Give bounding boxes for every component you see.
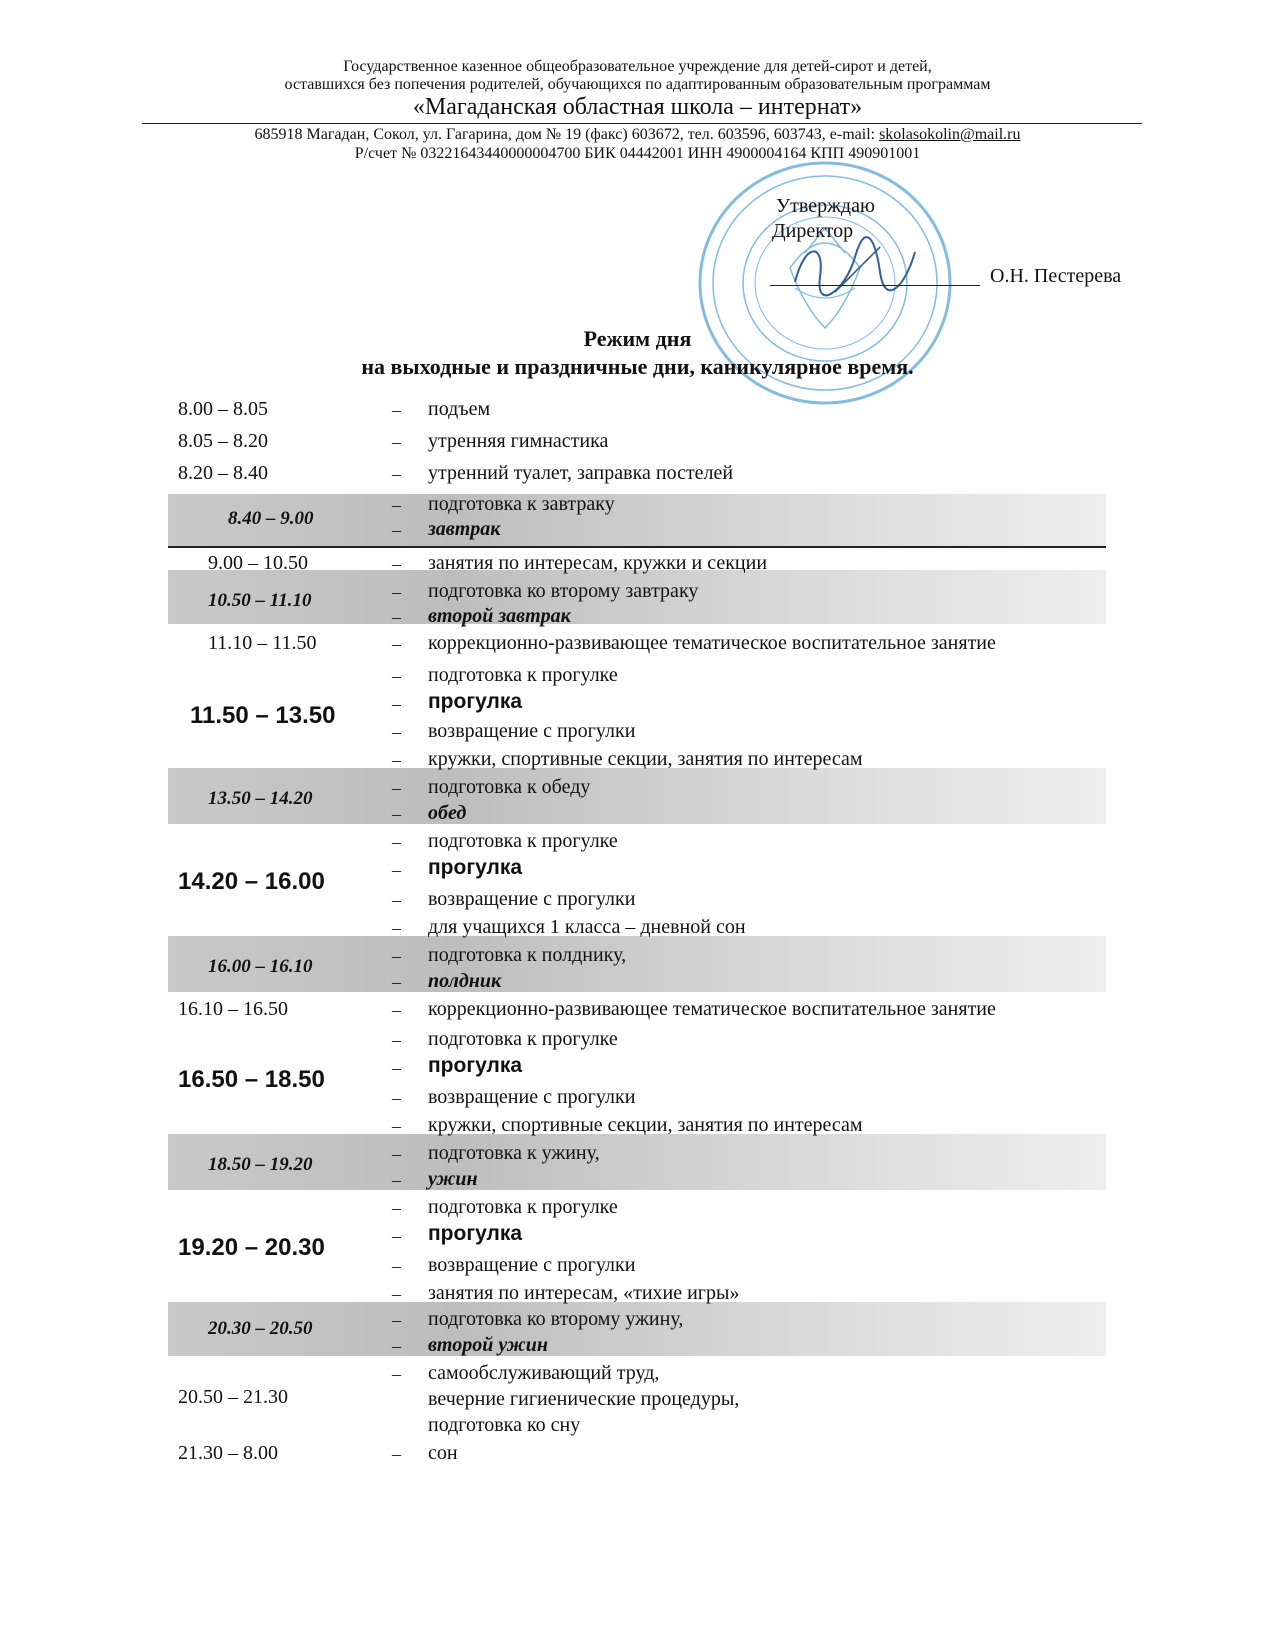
schedule-activity: утренняя гимнастика	[428, 430, 609, 452]
list-dash: –	[392, 694, 401, 714]
schedule-time: 11.50 – 13.50	[190, 702, 336, 729]
schedule-meal: второй завтрак	[428, 605, 571, 627]
list-dash: –	[392, 1116, 401, 1136]
schedule-time: 9.00 – 10.50	[208, 552, 308, 574]
list-dash: –	[392, 832, 401, 852]
schedule-activity: возвращение с прогулки	[428, 888, 636, 910]
schedule-time: 11.10 – 11.50	[208, 632, 317, 654]
list-dash: –	[392, 1058, 401, 1078]
schedule-meal: завтрак	[428, 518, 501, 540]
institution-name-line1: Государственное казенное общеобразовательное учреждение для детей-сирот и детей,	[343, 58, 932, 75]
schedule-activity: подготовка ко второму ужину,	[428, 1308, 684, 1330]
schedule-activity: занятия по интересам, «тихие игры»	[428, 1282, 740, 1304]
schedule-walk: прогулка	[428, 690, 523, 713]
schedule-activity: подготовка к прогулке	[428, 664, 618, 686]
list-dash: –	[392, 1000, 401, 1020]
list-dash: –	[392, 1310, 401, 1330]
schedule-activity: занятия по интересам, кружки и секции	[428, 552, 768, 574]
list-dash: –	[392, 582, 401, 602]
institution-name-line2: оставшихся без попечения родителей, обучающихся по адаптированным образовательным программам	[284, 76, 991, 93]
list-dash: –	[392, 1144, 401, 1164]
schedule-time: 14.20 – 16.00	[178, 868, 325, 895]
list-dash: –	[392, 607, 401, 627]
list-dash: –	[392, 432, 401, 452]
schedule-time: 8.40 – 9.00	[228, 508, 314, 529]
list-dash: –	[392, 554, 401, 574]
schedule-activity: подготовка к полднику,	[428, 944, 627, 966]
schedule-time: 21.30 – 8.00	[178, 1442, 278, 1464]
schedule-time: 8.00 – 8.05	[178, 398, 268, 420]
list-dash: –	[392, 520, 401, 540]
list-dash: –	[392, 1256, 401, 1276]
schedule-meal: обед	[428, 802, 467, 824]
director-name: О.Н. Пестерева	[990, 265, 1122, 287]
list-dash: –	[392, 1088, 401, 1108]
list-dash: –	[392, 750, 401, 770]
schedule-time: 20.30 – 20.50	[208, 1318, 313, 1339]
schedule-activity: подготовка ко второму завтраку	[428, 580, 699, 602]
schedule-time: 20.50 – 21.30	[178, 1386, 288, 1408]
schedule-meal: ужин	[428, 1168, 478, 1190]
list-dash: –	[392, 890, 401, 910]
schedule-activity: коррекционно-развивающее тематическое воспитательное занятие	[428, 998, 996, 1020]
list-dash: –	[392, 722, 401, 742]
schedule-time: 19.20 – 20.30	[178, 1234, 325, 1261]
schedule-activity: подготовка к прогулке	[428, 830, 618, 852]
schedule-activity: коррекционно-развивающее тематическое воспитательное занятие	[428, 632, 996, 654]
school-name: «Магаданская областная школа – интернат»	[412, 94, 863, 120]
schedule-activity: кружки, спортивные секции, занятия по интересам	[428, 748, 863, 770]
approval-label: Утверждаю	[776, 195, 875, 217]
schedule-walk: прогулка	[428, 1222, 523, 1245]
list-dash: –	[392, 1226, 401, 1246]
list-dash: –	[392, 972, 401, 992]
email-link[interactable]: skolasokolin@mail.ru	[879, 126, 1021, 143]
schedule-activity: сон	[428, 1442, 458, 1464]
list-dash: –	[392, 1030, 401, 1050]
schedule-time: 16.50 – 18.50	[178, 1066, 325, 1093]
schedule-time: 10.50 – 11.10	[208, 590, 312, 611]
list-dash: –	[392, 778, 401, 798]
schedule-activity: подъем	[428, 398, 491, 420]
schedule-time: 18.50 – 19.20	[208, 1154, 313, 1175]
schedule-time: 8.05 – 8.20	[178, 430, 268, 452]
schedule-activity: утренний туалет, заправка постелей	[428, 462, 734, 484]
schedule-activity: самообслуживающий труд,	[428, 1362, 660, 1384]
schedule-walk: прогулка	[428, 1054, 523, 1077]
approval-position: Директор	[772, 220, 854, 242]
list-dash: –	[392, 1336, 401, 1356]
schedule-walk: прогулка	[428, 856, 523, 879]
schedule-time: 13.50 – 14.20	[208, 788, 313, 809]
list-dash: –	[392, 400, 401, 420]
address-text: 685918 Магадан, Сокол, ул. Гагарина, дом № 19 (факс) 603672, тел. 603596, 603743, e-mail:	[254, 126, 880, 143]
list-dash: –	[392, 1198, 401, 1218]
list-dash: –	[392, 1284, 401, 1304]
schedule-activity: подготовка к прогулке	[428, 1196, 618, 1218]
schedule-activity: подготовка к ужину,	[428, 1142, 600, 1164]
list-dash: –	[392, 666, 401, 686]
schedule-activity: подготовка ко сну	[428, 1414, 581, 1436]
schedule-activity: вечерние гигиенические процедуры,	[428, 1388, 740, 1410]
list-dash: –	[392, 634, 401, 654]
list-dash: –	[392, 1444, 401, 1464]
schedule-time: 16.10 – 16.50	[178, 998, 288, 1020]
schedule-activity: возвращение с прогулки	[428, 720, 636, 742]
schedule-activity: возвращение с прогулки	[428, 1254, 636, 1276]
list-dash: –	[392, 464, 401, 484]
schedule-activity: возвращение с прогулки	[428, 1086, 636, 1108]
schedule-activity: подготовка к обеду	[428, 776, 591, 798]
list-dash: –	[392, 804, 401, 824]
document-subtitle: на выходные и праздничные дни, каникулярное время.	[361, 354, 914, 379]
list-dash: –	[392, 495, 401, 515]
schedule-time: 8.20 – 8.40	[178, 462, 268, 484]
schedule-activity: подготовка к завтраку	[428, 493, 615, 515]
list-dash: –	[392, 1364, 401, 1384]
schedule-activity: подготовка к прогулке	[428, 1028, 618, 1050]
bank-details: Р/счет № 03221643440000004700 БИК 04442001 ИНН 4900004164 КПП 490901001	[354, 145, 921, 162]
schedule-time: 16.00 – 16.10	[208, 956, 313, 977]
list-dash: –	[392, 860, 401, 880]
schedule-meal: полдник	[428, 970, 502, 992]
schedule-activity: кружки, спортивные секции, занятия по интересам	[428, 1114, 863, 1136]
list-dash: –	[392, 918, 401, 938]
list-dash: –	[392, 946, 401, 966]
schedule-meal: второй ужин	[428, 1334, 548, 1356]
document-title: Режим дня	[583, 326, 692, 351]
list-dash: –	[392, 1170, 401, 1190]
schedule-activity: для учащихся 1 класса – дневной сон	[428, 916, 746, 938]
